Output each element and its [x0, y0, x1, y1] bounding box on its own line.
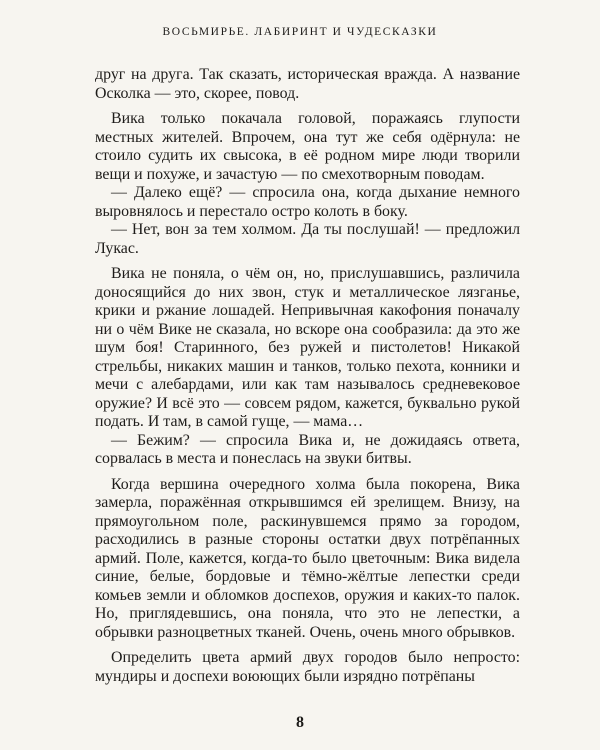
paragraph: Вика только покачала головой, поражаясь глупости местных жителей. Впрочем, она тут же себя одёрнула: не стоило судить их свысока, в её родном мире люди творили вещи и похуже, и зачастую — по смехотворным поводам.: [95, 110, 520, 183]
paragraph: — Бежим? — спросила Вика и, не дожидаясь ответа, сорвалась в места и понеслась на звуки битвы.: [95, 431, 520, 467]
page-number: 8: [296, 714, 304, 731]
paragraph: Вика не поняла, о чём он, но, прислушавшись, различила доносящийся до них звон, стук и металлическое лязганье, крики и ржание лошадей. Непривычная какофония поначалу ни о чём Вике не сказала, но вскоре она сообразила: да это же шум боя! Старинного, без ружей и пистолетов! Никакой стрельбы, никаких машин и танков, только пехота, конники и мечи с алебардами, или как там называлось средневековое оружие? И всё это — совсем рядом, кажется, буквально рукой подать. И там, в самой гуще, — мама…: [95, 265, 520, 430]
paragraph: Когда вершина очередного холма была покорена, Вика замерла, поражённая открывшимся ей зрелищем. Внизу, на прямоугольном поле, раскинувшемся прямо за городом, расходились в разные стороны остатки двух потрёпанных армий. Поле, кажется, когда-то было цветочным: Вика видела синие, белые, бордовые и тёмно-жёлтые лепестки среди комьев земли и обломков доспехов, оружия и каких-то палок. Но, приглядевшись, она поняла, что это не лепестки, а обрывки разноцветных тканей. Очень, очень много обрывков.: [95, 475, 520, 641]
body-text: [95, 66, 520, 686]
paragraph: Определить цвета армий двух городов было непросто: мундиры и доспехи воюющих были изрядно потрёпаны: [95, 649, 520, 685]
paragraph: — Далеко ещё? — спросила она, когда дыхание немного выровнялось и перестало остро колоть в боку.: [95, 184, 520, 220]
running-head: ВОСЬМИРЬЕ. ЛАБИРИНТ И ЧУДЕСКАЗКИ: [162, 26, 438, 38]
paragraph: друг на друга. Так сказать, историческая вражда. А название Осколка — это, скорее, повод.: [95, 66, 520, 102]
paragraph: — Нет, вон за тем холмом. Да ты послушай! — предложил Лукас.: [95, 221, 520, 257]
